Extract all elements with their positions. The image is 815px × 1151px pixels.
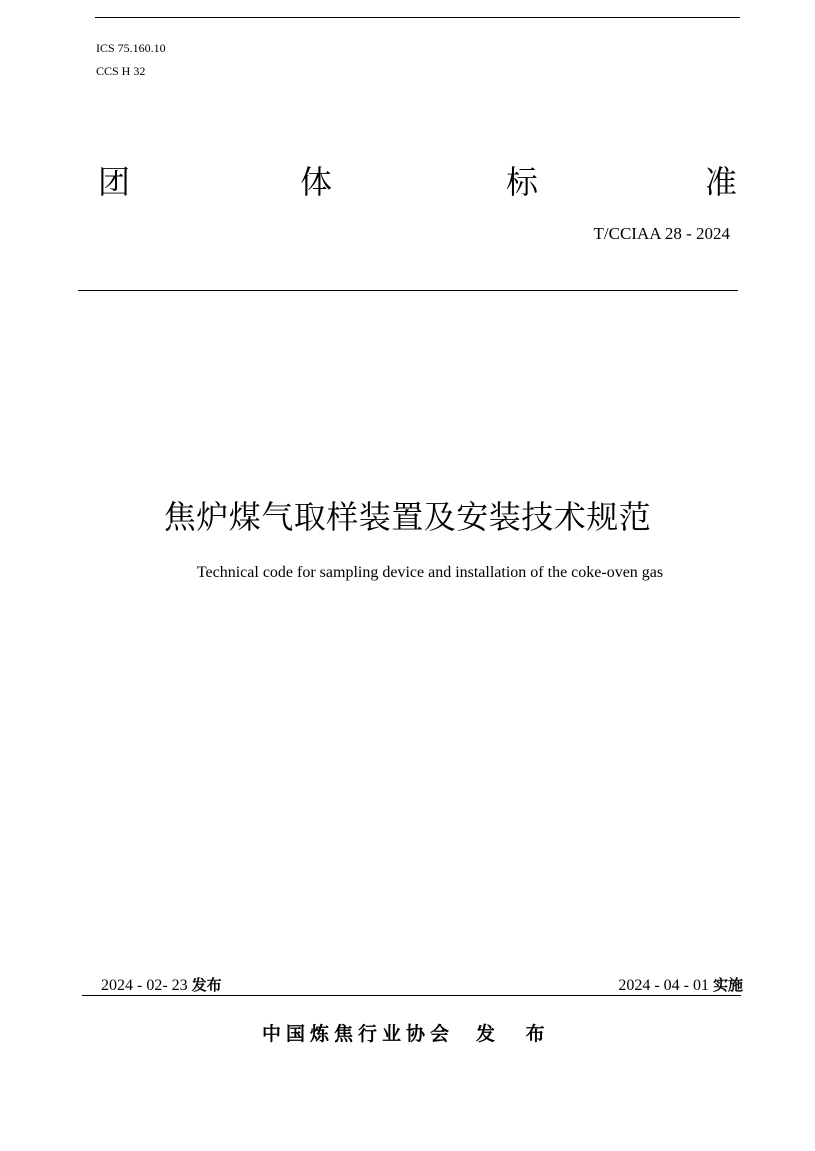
top-rule [95,17,740,18]
standard-type-char-4: 准 [705,163,738,201]
standard-type-char-1: 团 [98,163,131,201]
header-divider [78,290,738,291]
standard-type-char-2: 体 [300,163,333,201]
publish-date: 2024 - 02- 23 [101,977,188,994]
publisher-action: 发 布 [476,1023,557,1045]
ccs-code: CCS H 32 [96,64,146,78]
publish-date-block [101,975,222,996]
standard-type-char-3: 标 [506,163,539,201]
title-english: Technical code for sampling device and installation of the coke-oven gas [196,564,664,581]
title-chinese: 焦炉煤气取样装置及安装技术规范 [163,498,652,536]
implement-label: 实施 [712,976,743,994]
implement-date: 2024 - 04 - 01 [618,977,709,994]
publisher-block [262,1022,557,1046]
standard-number: T/CCIAA 28 - 2024 [593,224,730,243]
implement-date-block [618,975,743,996]
publish-label: 发布 [191,976,222,994]
footer-divider [82,995,741,996]
publisher-name: 中国炼焦行业协会 [262,1023,455,1045]
ics-code: ICS 75.160.10 [96,41,166,55]
